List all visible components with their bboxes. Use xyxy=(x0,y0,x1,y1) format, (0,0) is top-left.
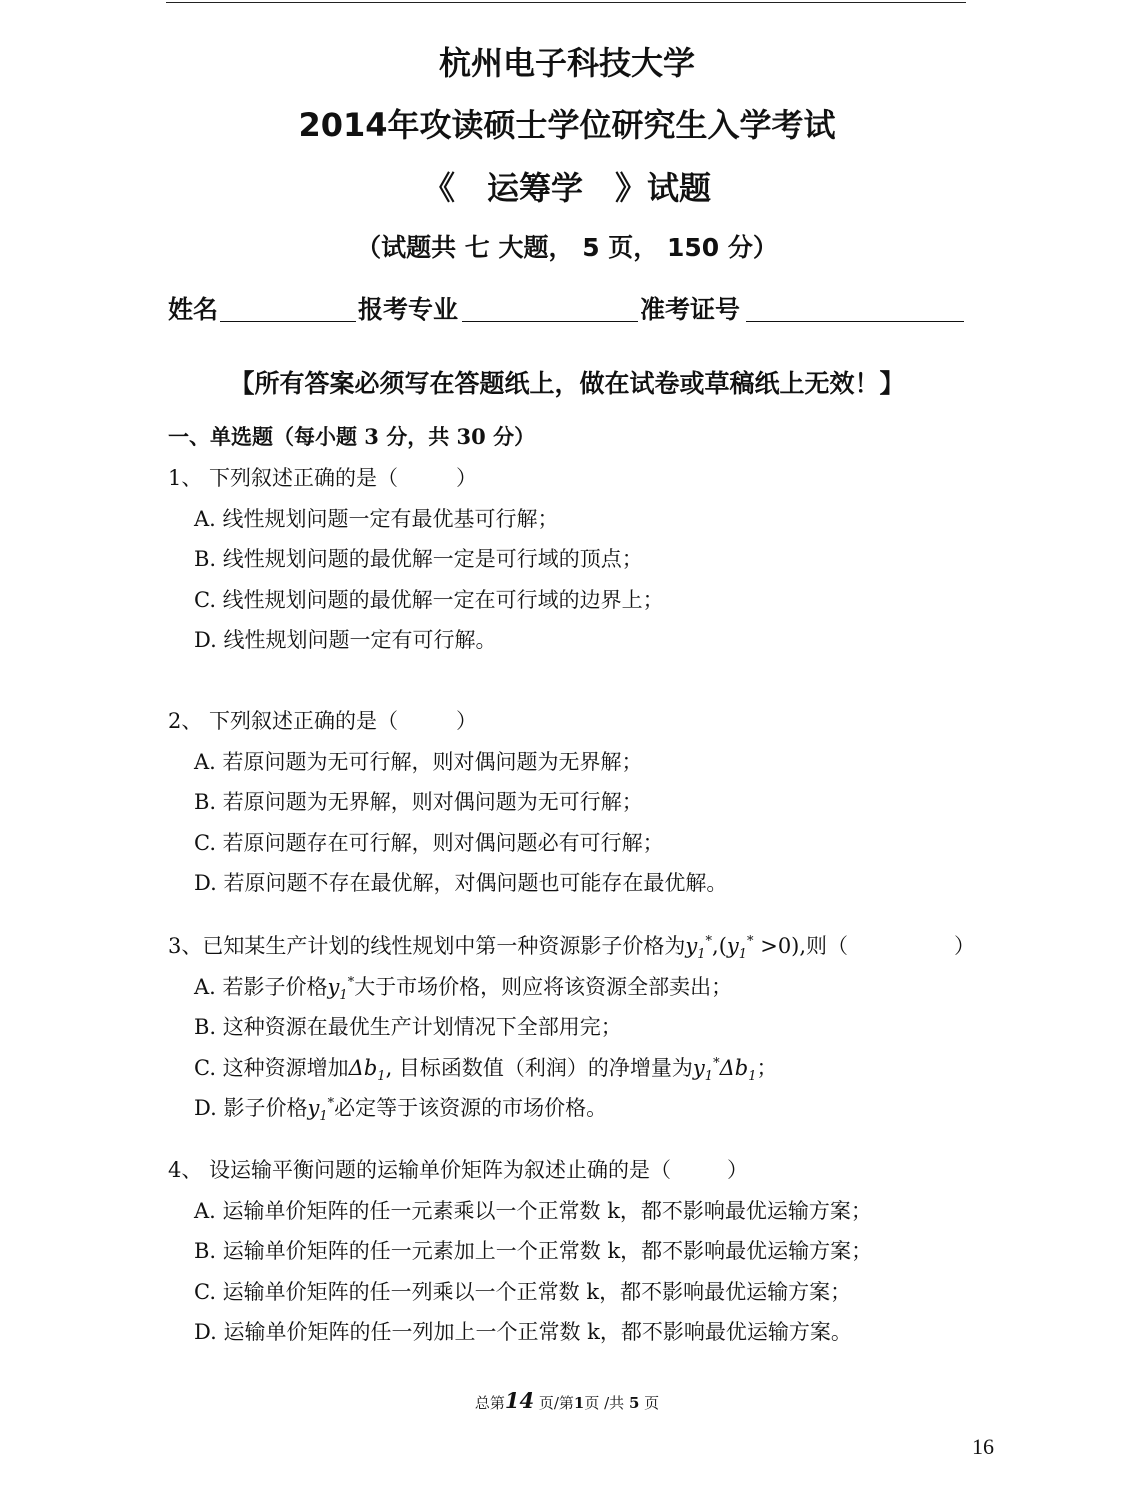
question-stem: 4、 设运输平衡问题的运输单价矩阵为叙述止确的是（ xyxy=(168,1158,672,1182)
answer-paren-close: ） xyxy=(456,466,478,490)
delta-b-var: $\Delta b_1$ xyxy=(348,1056,386,1085)
option-3d: D. 影子价格$y_1^*$必定等于该资源的市场价格。 xyxy=(194,1096,608,1125)
shadow-price-var: $y_1^*$ xyxy=(726,934,754,963)
option-3c: C. 这种资源增加$\Delta b_1$, 目标函数值（利润）的净增量为$y_1^*\Delta b_1$； xyxy=(194,1056,778,1085)
page-count: 5 xyxy=(628,1394,640,1412)
question-4 xyxy=(168,1154,748,1184)
answer-notice: 【所有答案必须写在答题纸上，做在试卷或草稿纸上无效！】 xyxy=(229,369,905,398)
answer-paren-close: ） xyxy=(954,934,975,958)
option-1b: B. 线性规划问题的最优解一定是可行域的顶点； xyxy=(194,547,643,571)
option-2d: D. 若原问题不存在最优解，对偶问题也可能存在最优解。 xyxy=(194,871,728,895)
option-2c: C. 若原问题存在可行解，则对偶问题必有可行解； xyxy=(194,831,664,855)
option-3a: A. 若影子价格$y_1^*$大于市场价格，则应将该资源全部卖出； xyxy=(194,975,733,1004)
shadow-price-var: $y_1^*$ xyxy=(327,975,355,1004)
current-page: 1 xyxy=(573,1394,585,1412)
shadow-price-var: $y_1^*$ xyxy=(692,1056,720,1085)
option-3b: B. 这种资源在最优生产计划情况下全部用完； xyxy=(194,1015,622,1039)
page-footer: 总第14 页/第1页 /共 5 页 xyxy=(474,1388,660,1413)
name-label: 姓名 xyxy=(168,295,219,324)
question-1 xyxy=(168,462,477,492)
subject-title: 《 运筹学 》试题 xyxy=(422,169,711,207)
option-1a: A. 线性规划问题一定有最优基可行解； xyxy=(194,507,559,531)
option-2a: A. 若原问题为无可行解，则对偶问题为无界解； xyxy=(194,750,643,774)
university-title: 杭州电子科技大学 xyxy=(438,44,695,82)
top-rule xyxy=(166,2,966,3)
name-blank xyxy=(220,321,356,322)
answer-paren-close: ） xyxy=(456,709,478,733)
shadow-price-var: $y_1^*$ xyxy=(307,1096,335,1125)
question-stem: 2、 下列叙述正确的是（ xyxy=(168,709,399,733)
delta-b-var: $\Delta b_1$ xyxy=(719,1056,757,1085)
exam-summary: （试题共 七 大题， 5 页， 150 分） xyxy=(356,233,778,262)
option-4c: C. 运输单价矩阵的任一列乘以一个正常数 k，都不影响最优运输方案； xyxy=(194,1280,852,1304)
question-3 xyxy=(168,930,848,962)
stem-tail: >0),则（ xyxy=(753,934,849,958)
page-number: 16 xyxy=(972,1434,994,1459)
section-heading: 一、单选题（每小题 3 分，共 30 分） xyxy=(168,424,536,449)
option-4b: B. 运输单价矩阵的任一元素加上一个正常数 k，都不影响最优运输方案； xyxy=(194,1239,873,1263)
id-label: 准考证号 xyxy=(640,295,741,324)
answer-paren-close: ） xyxy=(727,1158,749,1182)
candidate-fields xyxy=(168,290,968,330)
stem-punct: ,( xyxy=(712,934,727,958)
question-stem: 3、已知某生产计划的线性规划中第一种资源影子价格为 xyxy=(168,934,686,958)
option-1c: C. 线性规划问题的最优解一定在可行域的边界上； xyxy=(194,588,664,612)
total-pages: 14 xyxy=(504,1388,535,1413)
id-blank xyxy=(746,321,964,322)
shadow-price-var: $y_1^*$ xyxy=(685,934,713,963)
option-1d: D. 线性规划问题一定有可行解。 xyxy=(194,628,497,652)
major-label: 报考专业 xyxy=(358,295,459,324)
exam-title: 2014年攻读硕士学位研究生入学考试 xyxy=(298,106,836,144)
option-4a: A. 运输单价矩阵的任一元素乘以一个正常数 k，都不影响最优运输方案； xyxy=(194,1199,872,1223)
question-2 xyxy=(168,705,477,735)
option-4d: D. 运输单价矩阵的任一列加上一个正常数 k，都不影响最优运输方案。 xyxy=(194,1320,852,1344)
question-stem: 1、 下列叙述正确的是（ xyxy=(168,466,399,490)
option-2b: B. 若原问题为无界解，则对偶问题为无可行解； xyxy=(194,790,643,814)
major-blank xyxy=(462,321,638,322)
